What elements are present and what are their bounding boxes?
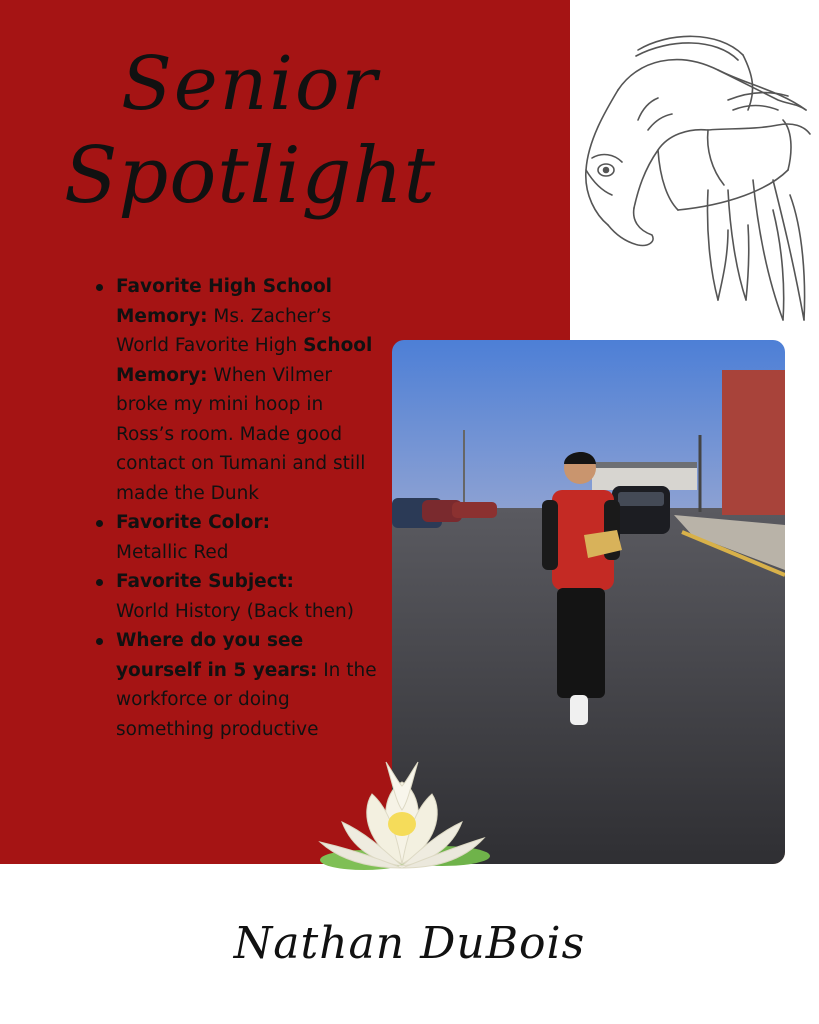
fact-text: In the workforce or doing something productive (116, 659, 377, 740)
fact-memory (116, 272, 386, 508)
fact-text: When Vilmer broke my mini hoop in Ross’s room. Made good contact on Tumani and still made the Dunk (116, 364, 366, 504)
eagle-head-sketch-icon (578, 30, 814, 330)
facts-list (88, 272, 386, 744)
fact-label: Favorite Color: (116, 512, 270, 533)
title-line-1: Senior (121, 41, 379, 127)
fact-label: Where do you see yourself in 5 years: (116, 630, 318, 681)
fact-label: Favorite Subject: (116, 571, 294, 592)
fact-text: Metallic Red (116, 541, 229, 563)
fact-label: Favorite High School Memory: (116, 276, 333, 327)
fact-future (116, 626, 386, 744)
lotus-flower-icon (312, 752, 492, 882)
page-title (40, 40, 460, 224)
title-line-2: Spotlight (63, 131, 437, 221)
fact-label: School Memory: (116, 335, 373, 386)
fact-subject (116, 567, 386, 626)
fact-color (116, 508, 386, 567)
fact-text: World History (Back then) (116, 600, 354, 622)
fact-text: Ms. Zacher’s World Favorite High (116, 305, 332, 356)
student-name: Nathan DuBois (233, 918, 586, 969)
